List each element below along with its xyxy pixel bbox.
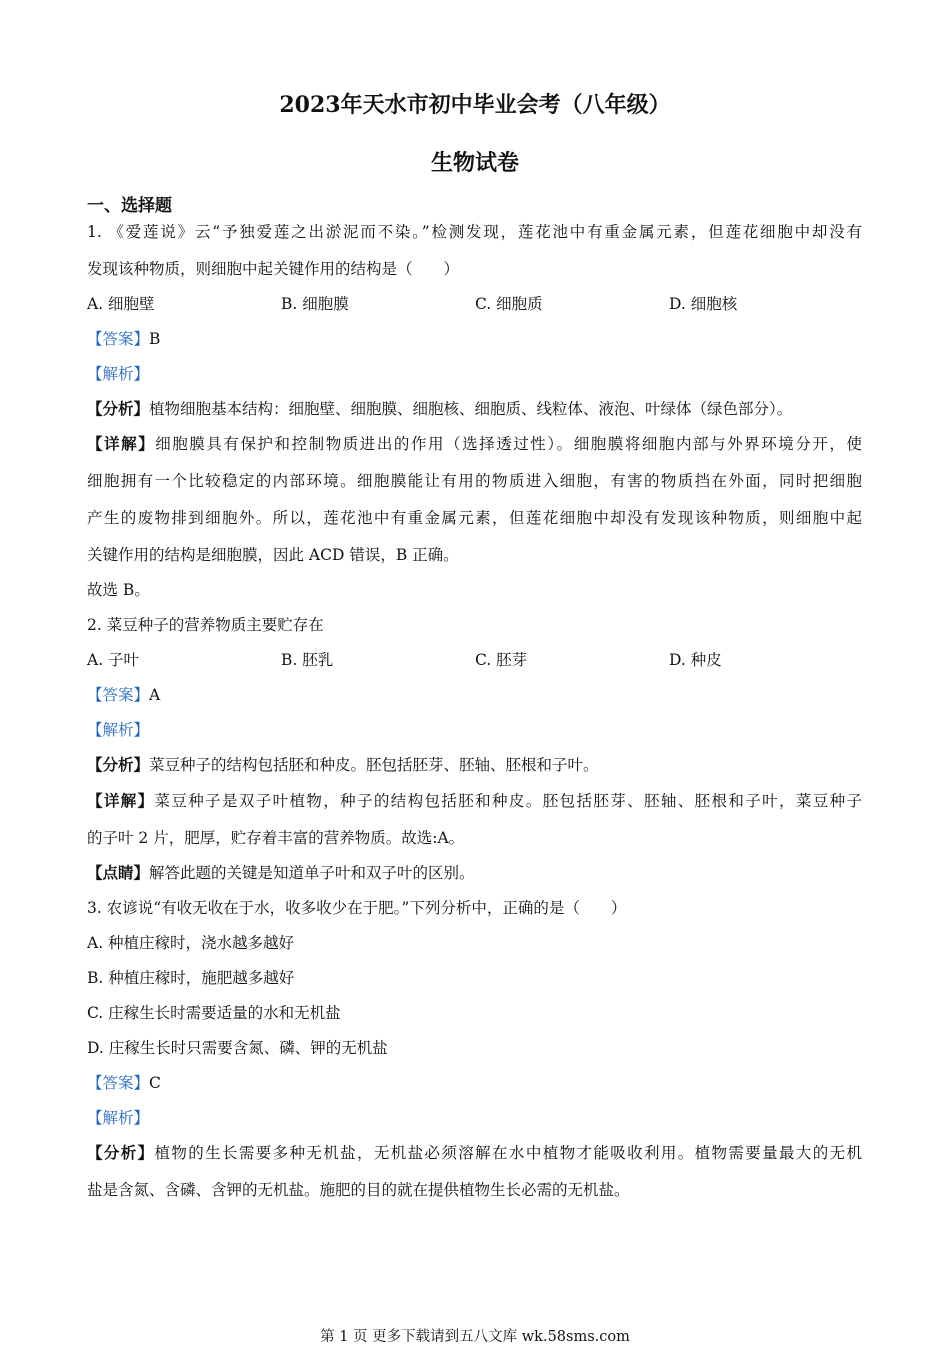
q3-option-d: D. 庄稼生长时只需要含氮、磷、钾的无机盐: [87, 1039, 388, 1057]
q1-conclusion: 故选 B。: [87, 581, 150, 599]
answer-value: A: [149, 686, 161, 704]
q1-xiangjie-line2: 细胞拥有一个比较稳定的内部环境。细胞膜能让有用的物质进入细胞，有害的物质挡在外面，同时把细胞: [87, 472, 862, 490]
xiangjie-tag: 【详解】: [87, 791, 155, 810]
q3-fenxi-line2: 盐是含氮、含磷、含钾的无机盐。施肥的目的就在提供植物生长必需的无机盐。: [87, 1181, 630, 1199]
answer-tag: 【答案】: [87, 1074, 150, 1092]
answer-value: C: [149, 1074, 161, 1092]
q2-analysis-tag: 【解析】: [87, 721, 150, 739]
answer-tag: 【答案】: [87, 686, 150, 704]
q1-xiangjie-line3: 产生的废物排到细胞外。所以，莲花池中有重金属元素，但莲花细胞中却没有发现该种物质，则细胞中起: [87, 509, 862, 527]
q3-option-a: A. 种植庄稼时，浇水越多越好: [87, 934, 295, 952]
q2-xiangjie-line2: 的子叶 2 片，肥厚，贮存着丰富的营养物质。故选:A。: [87, 829, 465, 847]
q3-answer: [87, 1071, 862, 1093]
q2-stem: 2. 菜豆种子的营养物质主要贮存在: [87, 616, 324, 634]
dianjing-tag: 【点睛】: [87, 863, 150, 882]
fenxi-text: 植物细胞基本结构：细胞壁、细胞膜、细胞核、细胞质、线粒体、液泡、叶绿体（绿色部分）。: [149, 400, 793, 418]
fenxi-tag: 【分析】: [87, 1143, 155, 1162]
q2-answer: [87, 683, 862, 705]
answer-tag: 【答案】: [87, 330, 150, 348]
q1-xiangjie-line4: 关键作用的结构是细胞膜，因此 ACD 错误，B 正确。: [87, 546, 459, 564]
q1-stem-line1: 1. 《爱莲说》云“予独爱莲之出淤泥而不染。”检测发现，莲花池中有重金属元素，但莲花细胞中却没有: [87, 223, 862, 241]
q1-xiangjie-line1: [87, 432, 862, 454]
q3-fenxi-line1: [87, 1141, 862, 1163]
q2-option-b: B. 胚乳: [281, 651, 334, 669]
q2-option-d: D. 种皮: [669, 651, 722, 669]
page-subtitle: 生物试卷: [430, 150, 519, 176]
q1-stem-line2: 发现该种物质，则细胞中起关键作用的结构是（ ）: [87, 260, 460, 278]
section-heading: 一、选择题: [87, 196, 172, 216]
q1-fenxi: [87, 397, 862, 419]
q2-dianjing: [87, 861, 862, 883]
answer-value: B: [149, 330, 161, 348]
page-footer: 第 1 页 更多下载请到五八文库 wk.58sms.com: [320, 1329, 630, 1345]
q2-fenxi: [87, 753, 862, 775]
xiangjie-text: 菜豆种子是双子叶植物，种子的结构包括胚和种皮。胚包括胚芽、胚轴、胚根和子叶，菜豆种子: [154, 792, 862, 810]
q1-option-b: B. 细胞膜: [281, 295, 349, 313]
q1-option-a: A. 细胞壁: [87, 295, 155, 313]
q2-xiangjie-line1: [87, 789, 862, 811]
q3-stem: 3. 农谚说“有收无收在于水，收多收少在于肥。”下列分析中，正确的是（ ）: [87, 899, 627, 917]
xiangjie-text: 细胞膜具有保护和控制物质进出的作用（选择透过性）。细胞膜将细胞内部与外界环境分开，使: [155, 435, 862, 453]
page-title: 2023年天水市初中毕业会考（八年级）: [279, 92, 671, 118]
q1-answer: [87, 327, 862, 349]
q2-option-c: C. 胚芽: [475, 651, 528, 669]
q1-option-c: C. 细胞质: [475, 295, 543, 313]
q2-option-a: A. 子叶: [87, 651, 140, 669]
fenxi-tag: 【分析】: [87, 755, 150, 774]
xiangjie-tag: 【详解】: [87, 434, 156, 453]
dianjing-text: 解答此题的关键是知道单子叶和双子叶的区别。: [149, 864, 475, 882]
fenxi-text: 植物的生长需要多种无机盐，无机盐必须溶解在水中植物才能吸收利用。植物需要量最大的无机: [154, 1144, 862, 1162]
q3-option-c: C. 庄稼生长时需要适量的水和无机盐: [87, 1004, 341, 1022]
fenxi-text: 菜豆种子的结构包括胚和种皮。胚包括胚芽、胚轴、胚根和子叶。: [149, 756, 599, 774]
q1-option-d: D. 细胞核: [669, 295, 738, 313]
q1-analysis-tag: 【解析】: [87, 365, 150, 383]
q3-analysis-tag: 【解析】: [87, 1109, 150, 1127]
fenxi-tag: 【分析】: [87, 399, 150, 418]
q3-option-b: B. 种植庄稼时，施肥越多越好: [87, 969, 295, 987]
